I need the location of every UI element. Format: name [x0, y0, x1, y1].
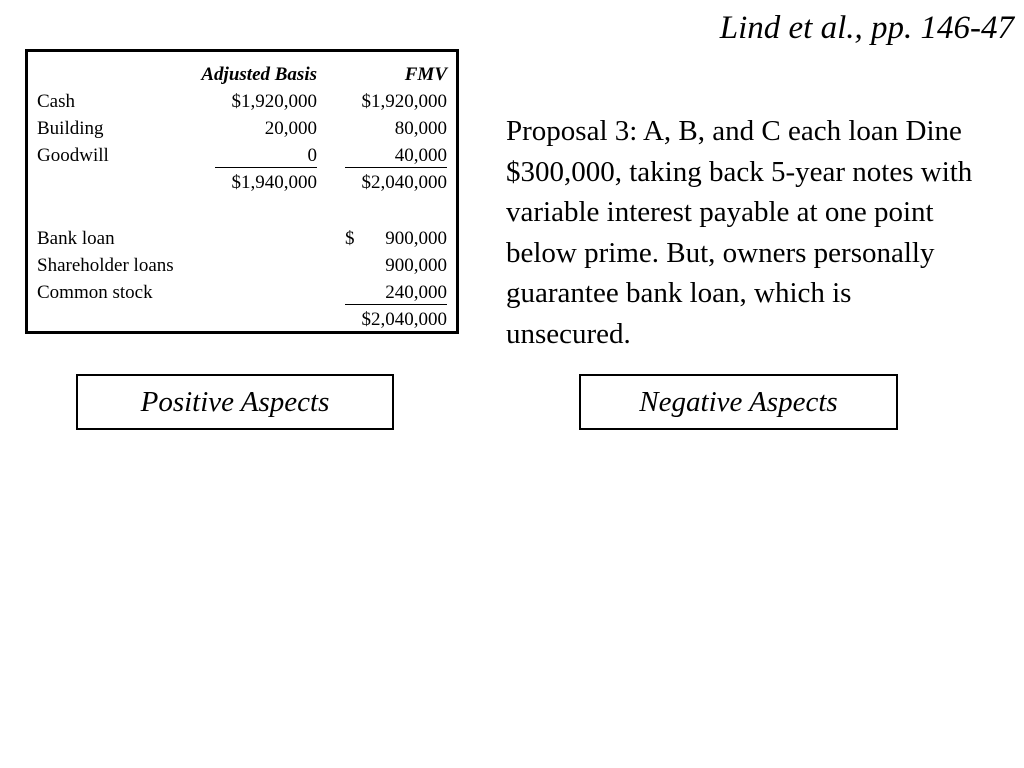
row-label-goodwill: Goodwill [37, 145, 109, 166]
goodwill-fmv: 40,000 [345, 145, 447, 168]
row-label-cash: Cash [37, 91, 75, 112]
negative-aspects-box [579, 374, 898, 430]
common-stock-fmv-cell [317, 279, 447, 306]
header-blank [37, 61, 187, 88]
goodwill-basis: 0 [215, 145, 317, 168]
table-spacer-row [37, 196, 447, 225]
table-row [37, 115, 447, 142]
goodwill-fmv-cell [317, 142, 447, 169]
cash-fmv: $1,920,000 [361, 91, 447, 112]
negative-aspects-label: Negative Aspects [639, 385, 838, 418]
table-header-row [37, 61, 447, 88]
table-row [37, 306, 447, 333]
positive-aspects-label: Positive Aspects [140, 385, 330, 418]
building-basis: 20,000 [264, 118, 317, 139]
table-row [37, 252, 447, 279]
asset-total-basis: $1,940,000 [231, 172, 317, 193]
liability-total-fmv: $2,040,000 [361, 309, 447, 330]
cash-basis: $1,920,000 [231, 91, 317, 112]
bank-loan-fmv-cell [317, 225, 447, 252]
bank-loan-dollar-sign: $ [345, 228, 355, 249]
header-fmv: FMV [404, 64, 447, 85]
header-adjusted-basis: Adjusted Basis [201, 64, 317, 85]
table-row [37, 225, 447, 252]
table-row [37, 88, 447, 115]
balance-sheet-table [37, 61, 447, 333]
citation: Lind et al., pp. 146-47 [719, 10, 1014, 46]
asset-total-fmv: $2,040,000 [361, 172, 447, 193]
row-label-shareholder-loans: Shareholder loans [37, 255, 174, 276]
building-fmv: 80,000 [394, 118, 447, 139]
goodwill-basis-cell [187, 142, 317, 169]
bank-loan-fmv: 900,000 [385, 228, 447, 249]
row-label-building: Building [37, 118, 104, 139]
shareholder-loans-fmv: 900,000 [385, 255, 447, 276]
row-label-common-stock: Common stock [37, 282, 153, 303]
table-row [37, 279, 447, 306]
asset-total-label [37, 169, 187, 196]
common-stock-fmv: 240,000 [345, 282, 447, 305]
balance-sheet-box [25, 49, 459, 334]
table-row [37, 142, 447, 169]
row-label-bank-loan: Bank loan [37, 228, 115, 249]
table-row [37, 169, 447, 196]
bank-loan-fmv-wrap [345, 225, 447, 252]
proposal-text: Proposal 3: A, B, and C each loan Dine $300,000, taking back 5-year notes with variable interest payable at one point below prime. But, owners personally guarantee bank loan, which is unsecured. [506, 115, 973, 350]
positive-aspects-box [76, 374, 394, 430]
